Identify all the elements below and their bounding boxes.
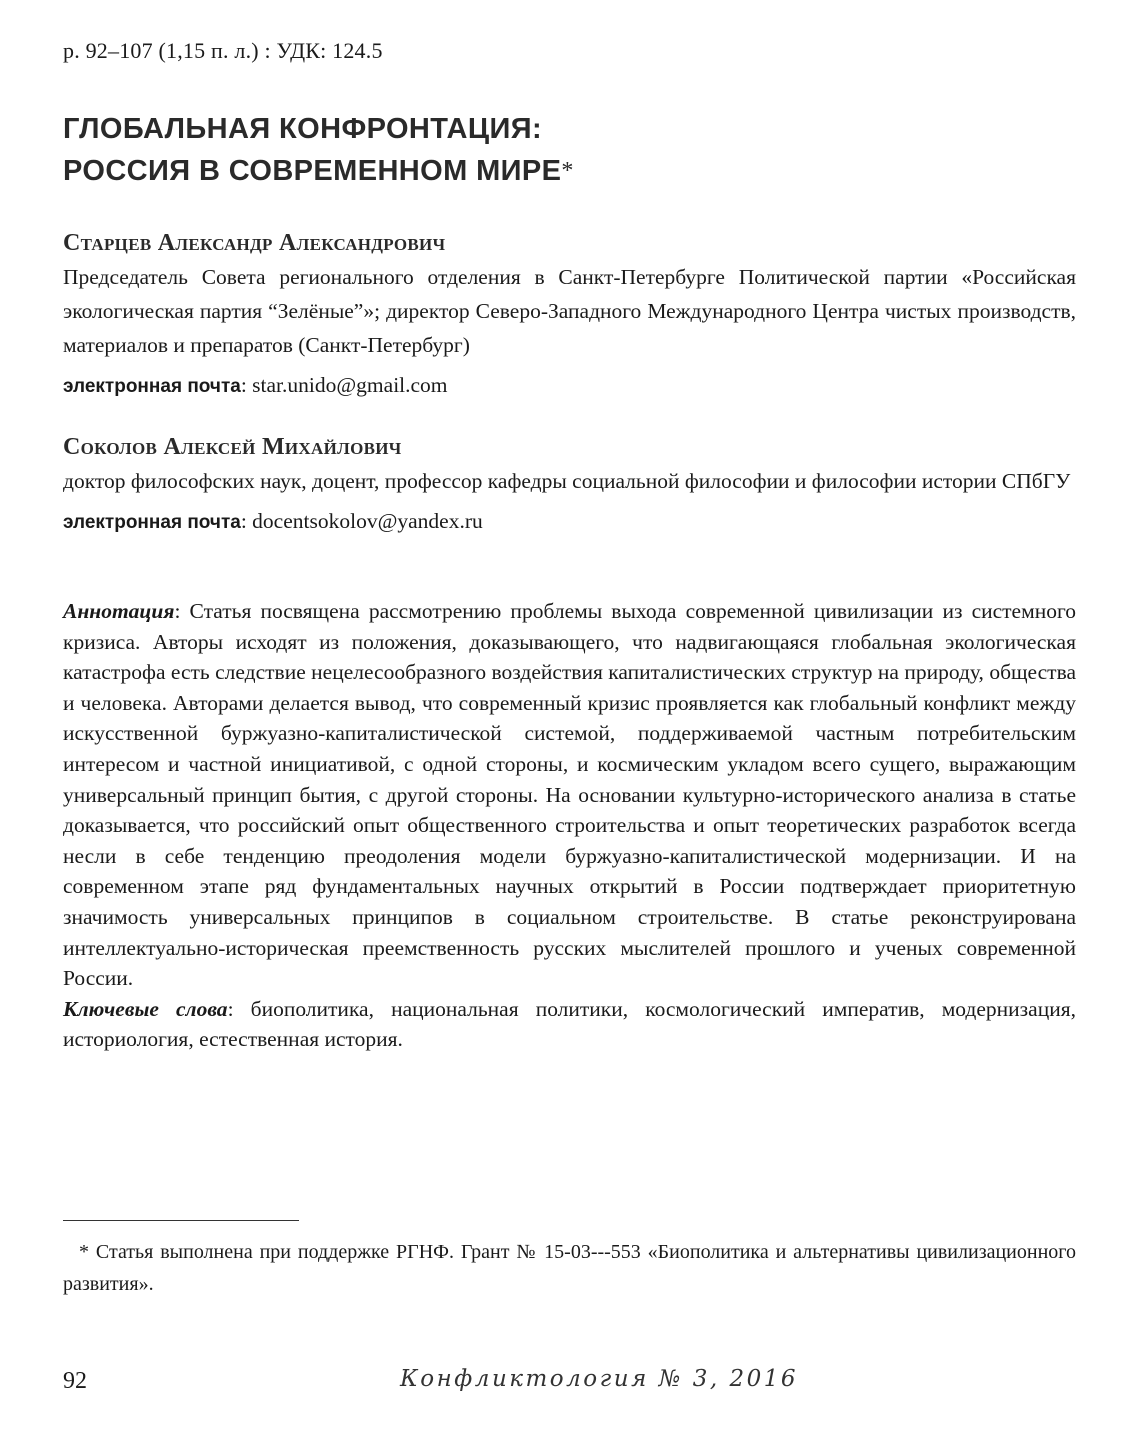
author-block-sokolov bbox=[63, 430, 1076, 540]
author-block-startsev bbox=[63, 226, 1076, 404]
abstract-text: : Статья посвящена рассмотрению проблемы выхода современной цивилизации из системного кризиса. Авторы исходят из положения, доказывающего, что надвигающаяся глобальная экологическая катастрофа есть следствие нецелесообразного воздействия капиталистических структур на природу, общества и человека. Авторами делается вывод, что современный кризис проявляется как глобальный конфликт между искусственной буржуазно-капиталистической системой, поддерживаемой частным потребительским интересом и частной инициативой, с одной стороны, и космическим укладом всего сущего, выражающим универсальный принцип бытия, с другой стороны. На основании культурно-исторического анализа в статье доказывается, что российский опыт общественного строительства и опыт теоретических разработок всегда несли в себе тенденцию преодоления модели буржуазно-капиталистической модернизации. И на современном этапе ряд фундаментальных научных открытий в России подтверждает приоритетную значимость универсальных принципов в социальном строительстве. В статье реконструирована интеллектуально-историческая преемственность русских мыслителей прошлого и ученых современной России. bbox=[63, 599, 1076, 991]
author-email-line bbox=[63, 368, 1076, 404]
author-email-line bbox=[63, 504, 1076, 540]
title-line-2-text: РОССИЯ В СОВРЕМЕННОМ МИРЕ bbox=[63, 155, 562, 187]
footnote: * Статья выполнена при поддержке РГНФ. Грант № 15-03---553 «Биополитика и альтернативы цивилизационного развития». bbox=[63, 1241, 1076, 1295]
author-email: : star.unido@gmail.com bbox=[240, 373, 448, 397]
author-affiliation: доктор философских наук, доцент, профессор кафедры социальной философии и философии истории СПбГУ bbox=[63, 469, 1071, 493]
keywords-label: Ключевые слова bbox=[63, 996, 228, 1021]
author-name: Старцев Александр Александрович bbox=[63, 230, 446, 256]
title-line-2 bbox=[63, 150, 1076, 192]
article-title bbox=[63, 108, 1076, 192]
abstract-section bbox=[63, 596, 1076, 1055]
email-label: электронная почта bbox=[63, 376, 241, 397]
journal-running-footer: Конфликтология № 3, 2016 bbox=[400, 1366, 798, 1392]
journal-page bbox=[63, 0, 1076, 1440]
author-affiliation: Председатель Совета регионального отделения в Санкт-Петербурге Политической партии «Российская экологическая партия “Зелёные”»; директор Северо-Западного Международного Центра чистых производств, материалов и препаратов (Санкт-Петербург) bbox=[63, 265, 1076, 357]
email-label: электронная почта bbox=[63, 512, 241, 533]
abstract-paragraph bbox=[63, 596, 1076, 994]
title-footnote-mark: * bbox=[561, 158, 574, 184]
author-email: : docentsokolov@yandex.ru bbox=[240, 509, 483, 533]
footnote-divider bbox=[63, 1220, 299, 1221]
keywords-text: : биополитика, национальная политики, космологический императив, модернизация, историология, естественная история. bbox=[63, 996, 1076, 1052]
publication-meta: р. 92–107 (1,15 п. л.) : УДК: 124.5 bbox=[63, 38, 383, 63]
title-line-1: ГЛОБАЛЬНАЯ КОНФРОНТАЦИЯ: bbox=[63, 113, 543, 145]
page-number: 92 bbox=[63, 1368, 87, 1394]
author-name: Соколов Алексей Михайлович bbox=[63, 434, 402, 460]
keywords-paragraph bbox=[63, 994, 1076, 1055]
abstract-label: Аннотация bbox=[63, 599, 175, 623]
